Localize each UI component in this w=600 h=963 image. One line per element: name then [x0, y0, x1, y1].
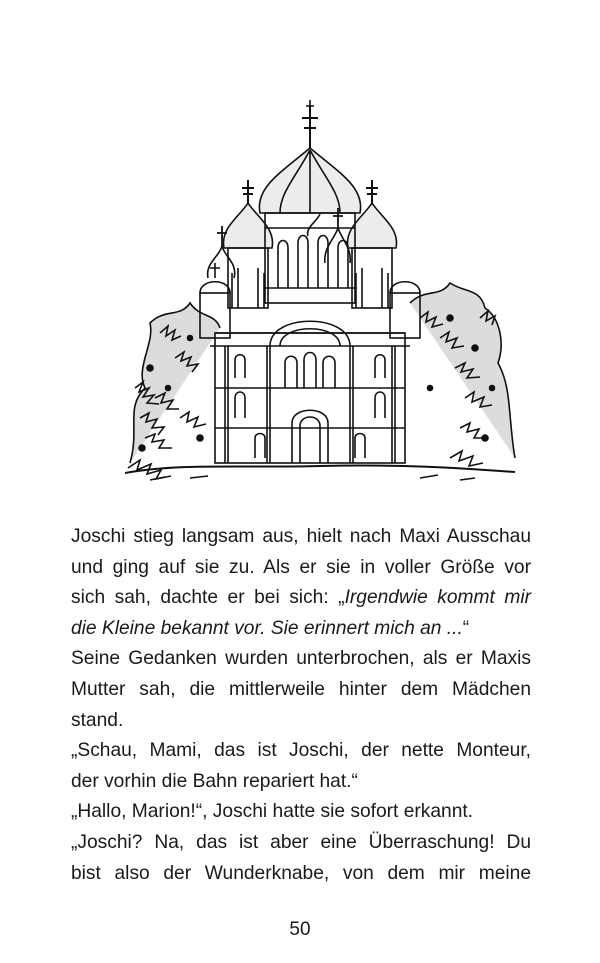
- church-illustration: [120, 88, 520, 508]
- text-line: Seine Gedanken wurden unterbrochen, als er Maxis: [71, 648, 531, 670]
- text-line: [71, 614, 531, 645]
- text-line: „Schau, Mami, das ist Joschi, der nette Monteur,: [71, 740, 531, 762]
- page-number: 50: [289, 919, 311, 940]
- text-fragment: “: [462, 617, 470, 639]
- text-line: bist also der Wunderknabe, von dem mir meine: [71, 862, 531, 884]
- text-line: Joschi stieg langsam aus, hielt nach Maxi Ausschau: [71, 526, 531, 547]
- foliage-left: [128, 303, 220, 479]
- text-fragment: sich sah, dachte er bei sich: „: [71, 587, 345, 609]
- text-line: [71, 583, 531, 614]
- text-line: Mutter sah, die mittlerweile hinter dem Mädchen: [71, 678, 531, 700]
- text-line: „Joschi? Na, das ist aber eine Überraschung! Du: [71, 831, 531, 853]
- italic-fragment: Irgendwie kommt mir: [344, 587, 531, 609]
- foliage-right: [410, 283, 515, 466]
- body-text: [71, 522, 531, 889]
- text-line: „Hallo, Marion!“, Joschi hatte sie sofort erkannt.: [71, 801, 474, 823]
- italic-fragment: die Kleine bekannt vor. Sie erinnert mich an ...: [71, 617, 463, 639]
- text-line: stand.: [71, 709, 124, 731]
- text-line: und ging auf sie zu. Als er sie in voller Größe vor: [71, 556, 531, 578]
- church-building: [200, 100, 420, 463]
- text-line: der vorhin die Bahn repariert hat.“: [71, 770, 358, 792]
